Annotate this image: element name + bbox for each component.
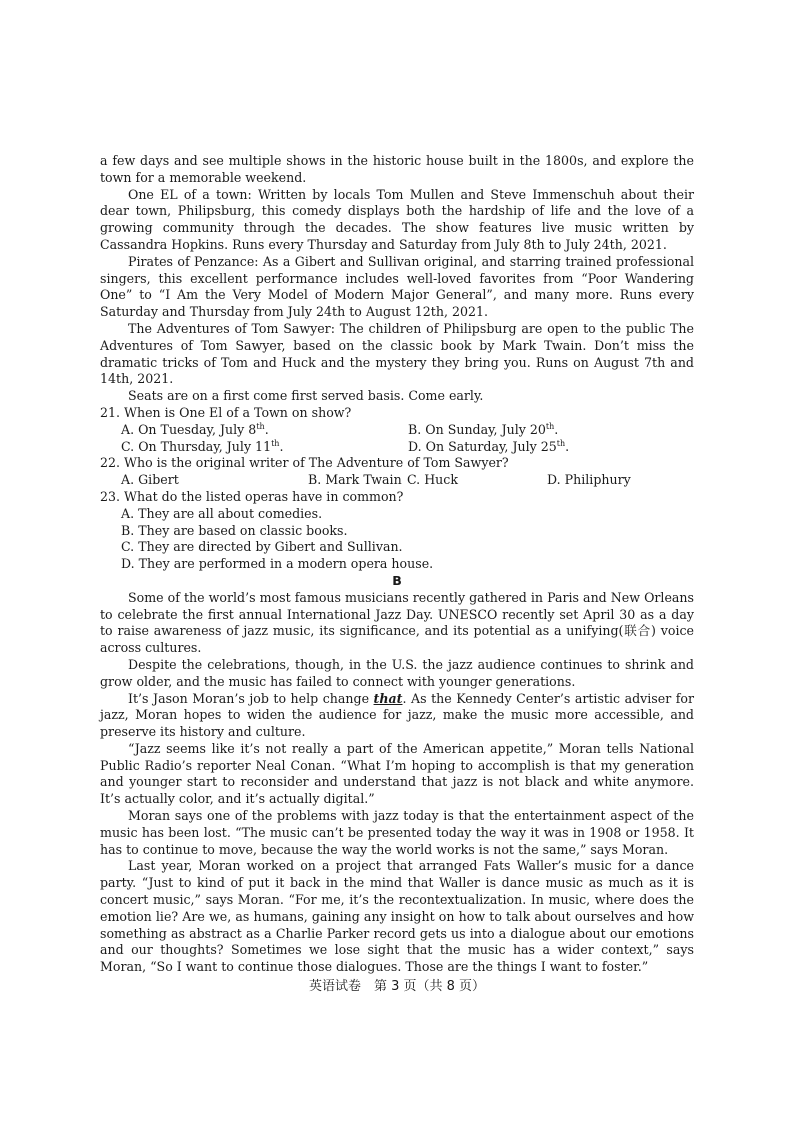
option-21-d[interactable]: D. On Saturday, July 25th. — [408, 438, 570, 454]
passage-b-paragraph-2: Despite the celebrations, though, in the U.S. the jazz audience continues to shrink and grow older, and the music has failed to connect with younger generations. — [100, 656, 694, 689]
question-22-stem: 22. Who is the original writer of The Adventure of Tom Sawyer? — [100, 455, 509, 471]
exam-page — [100, 153, 694, 976]
question-23-options — [100, 506, 694, 573]
option-22-b[interactable]: B. Mark Twain — [308, 472, 402, 488]
page-footer: 英语试卷 第 3 页（共 8 页） — [308, 979, 486, 994]
option-21-a[interactable]: A. On Tuesday, July 8th. — [121, 421, 269, 437]
passage-b-paragraph-1: Some of the world’s most famous musicians recently gathered in Paris and New Orleans to celebrate the first annual International Jazz Day. UNESCO recently set April 30 as a day to raise awareness of jazz music, its significance, and its potential as a unifying(联合) voice across cultures. — [100, 589, 694, 656]
passage-a-paragraph-one-el: One EL of a town: Written by locals Tom Mullen and Steve Immenschuh about their dear town, Philipsburg, this comedy displays both the hardship of life and the love of a growing community through the decades. The show features live music written by Cassandra Hopkins. Runs every Thursday and Saturday from July 8th to July 24th, 2021. — [100, 186, 694, 252]
question-21-stem: 21. When is One El of a Town on show? — [100, 404, 352, 420]
option-23-c[interactable]: C. They are directed by Gibert and Sullivan. — [121, 539, 403, 555]
option-22-c[interactable]: C. Huck — [407, 472, 458, 488]
question-21-options — [100, 422, 694, 456]
passage-a-paragraph-seats: Seats are on a first come first served basis. Come early. — [128, 388, 484, 404]
highlighted-word-that: that — [373, 690, 403, 706]
question-22-options — [100, 472, 694, 489]
passage-b-paragraph-4: “Jazz seems like it’s not really a part of the American appetite,” Moran tells National Public Radio’s reporter Neal Conan. “What I’m hoping to accomplish is that my generation and younger start to reconsider and understand that jazz is not black and white anymore. It’s actually color, and it’s actually digital.” — [100, 740, 694, 807]
option-23-b[interactable]: B. They are based on classic books. — [121, 522, 348, 538]
passage-a-paragraph-tom-sawyer: The Adventures of Tom Sawyer: The children of Philipsburg are open to the public The Adventures of Tom Sawyer, based on the classic book by Mark Twain. Don’t miss the dramatic tricks of Tom and Huck and the mystery they bring you. Runs on August 7th and 14th, 2021. — [100, 320, 694, 387]
option-23-a[interactable]: A. They are all about comedies. — [121, 505, 323, 521]
section-b-heading: B — [392, 572, 402, 588]
passage-a-paragraph-pirates: Pirates of Penzance: As a Gibert and Sullivan original, and starring trained professional singers, this excellent performance includes well-loved favorites from “Poor Wandering One” to “I Am the Very Model of Modern Major General”, and many more. Runs every Saturday and Thursday from July 24th to August 12th, 2021. — [100, 253, 694, 320]
option-21-c[interactable]: C. On Thursday, July 11th. — [121, 438, 284, 454]
option-21-b[interactable]: B. On Sunday, July 20th. — [408, 421, 559, 437]
question-23-stem: 23. What do the listed operas have in common? — [100, 488, 404, 504]
passage-b-paragraph-5: Moran says one of the problems with jazz today is that the entertainment aspect of the music has been lost. “The music can’t be presented today the way it was in 1908 or 1958. It has to continue to move, because the way the world works is not the same,” says Moran. — [100, 808, 694, 857]
option-23-d[interactable]: D. They are performed in a modern opera house. — [121, 556, 434, 572]
passage-b-paragraph-3: It’s Jason Moran’s job to help change that. As the Kennedy Center’s artistic adviser for jazz, Moran hopes to widen the audience for jazz, make the music more accessible, and preserve its history and culture. — [100, 690, 694, 740]
passage-b-paragraph-6: Last year, Moran worked on a project that arranged Fats Waller’s music for a dance party. “Just to kind of put it back in the mind that Waller is dance music as much as it is concert music,” says Moran. “For me, it’s the recontextualization. In music, where does the emotion lie? Are we, as humans, gaining any insight on how to talk about ourselves and how something as abstract as a Charlie Parker record gets us into a dialogue about our emotions and our thoughts? Sometimes we lose sight that the music has a wider context,” says Moran, “So I want to continue those dialogues. Those are the things I want to foster.” — [100, 858, 694, 975]
option-22-d[interactable]: D. Philiphury — [547, 472, 631, 488]
passage-a-paragraph-0: a few days and see multiple shows in the historic house built in the 1800s, and explore the town for a memorable weekend. — [100, 153, 694, 185]
option-22-a[interactable]: A. Gibert — [121, 472, 179, 488]
